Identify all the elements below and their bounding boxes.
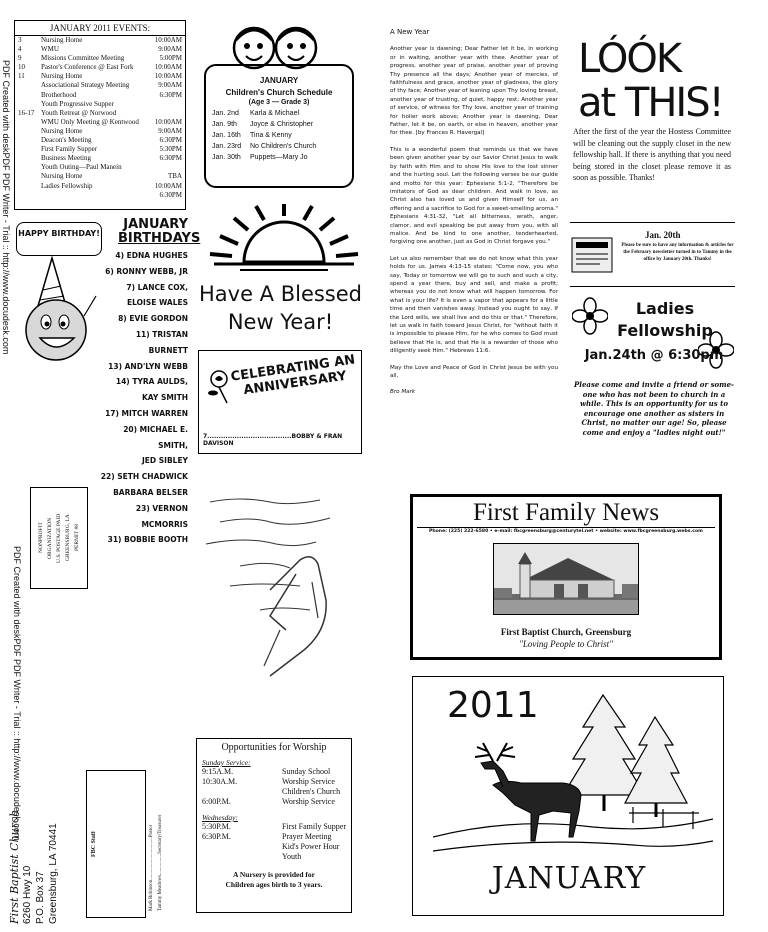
worship-row — [197, 852, 351, 862]
event-name: Business Meeting — [41, 154, 91, 163]
event-time: 10:00AM — [154, 36, 182, 44]
event-time: 6:30PM — [159, 190, 182, 199]
event-row — [15, 63, 185, 72]
event-name: First Family Supper — [41, 145, 98, 154]
event-row — [15, 127, 185, 136]
event-row — [15, 91, 185, 100]
birthday-entry: 6) RONNY WEBB, JR — [105, 266, 188, 276]
event-row — [15, 172, 185, 181]
event-row — [15, 81, 185, 90]
worship-row — [197, 787, 351, 797]
event-day — [15, 136, 41, 145]
event-time: 10:00AM — [154, 63, 182, 72]
nursery-note-2: Children ages birth to 3 years. — [225, 880, 323, 889]
kids-date: Jan. 2nd — [212, 110, 239, 117]
event-time: 10:00AM — [154, 181, 182, 190]
birthday-entry: 7) LANCE COX, — [126, 282, 188, 292]
staff-entry: Tammy Meadows.................Secretary/Treasurer — [158, 814, 163, 911]
card-year: 2011 — [447, 685, 539, 726]
article-paragraph-3: Let us also remember that we do not know what this year holds for us. James 4:13-15 states; "Come now, you who say, Today or tomorrow we will go to such and such a city, spend a year there, buy and sell, and make a profit; whereas you do not know what will happen tomorrow. For what is your life? It is even a vapor that appears for a little time and then vanishes away. Instead you ought to say, If the Lord wills, we shall live and do this or that." Therefore, let us walk in faith toward Jesus Christ, for "without faith it is impossible to please Him, for he who comes to God must believe that He is, and that He is a rewarder of those who diligently seek Him." Hebrews 11:6. — [390, 255, 558, 355]
worship-time: 6:30P.M. — [202, 832, 231, 841]
event-row — [15, 54, 185, 63]
event-name: Brotherhood — [41, 90, 77, 99]
look-heading-2: at THIS! — [578, 80, 723, 126]
event-day — [15, 154, 41, 163]
article-paragraph-2: This is a wonderful poem that reminds us that we have been given another year by our Savior Christ Jesus to walk by faith with Him and to show His love to the lost sinner and the hurting soul. Let the following verses be our guide and motto for this year: Ephesians 5:1-2, "Therefore be imitators of God as dear children. And walk in love, as Christ also has loved us and given Himself for us, an offering and a sacrifice to God for a sweet-smelling aroma." Ephesians 4:31-32, "Let all bitterness, wrath, anger, clamor, and evil speaking be put away from you, with all malice. And be kind to one another, tenderhearted, forgiving one another, just as God in Christ forgave you." — [390, 146, 558, 246]
birthdays-title-1: JANUARY — [123, 217, 188, 232]
deadline-date: Jan. 20th — [645, 230, 681, 240]
event-day — [15, 145, 41, 154]
event-row — [15, 136, 185, 145]
newsletter-title: First Family News — [472, 499, 660, 526]
kids-schedule-row — [206, 132, 352, 139]
church-motto: "Loving People to Christ" — [519, 639, 613, 649]
sunrise-icon — [204, 200, 364, 276]
church-name: First Baptist Church, Greensburg — [500, 627, 632, 637]
events-list — [15, 36, 185, 200]
deadline-text: Please be sure to have any information & articles for the February newsletter turned in to Tammy in the office by January 20th. Thanks! — [621, 243, 734, 262]
event-day — [15, 182, 41, 191]
event-name: Youth Progressive Supper — [41, 99, 114, 108]
event-time: 6:30PM — [159, 154, 182, 163]
worship-time: 9:15A.M. — [202, 767, 234, 776]
kids-ages: (Age 3 — Grade 3) — [248, 99, 310, 106]
party-hat — [38, 258, 66, 306]
event-time: 9:00AM — [158, 126, 182, 135]
event-name: Ladies Fellowship — [41, 181, 93, 190]
event-time — [141, 109, 185, 118]
event-row — [15, 154, 185, 163]
event-row — [15, 145, 185, 154]
ladies-fellowship-title — [600, 298, 730, 342]
sunday-heading: Sunday Service: — [202, 758, 251, 767]
event-time: 5:00PM — [159, 54, 182, 63]
event-day: 9 — [18, 54, 22, 63]
worship-time: 5:30P.M. — [202, 822, 231, 831]
event-row — [15, 100, 185, 109]
event-name: Nursing Home — [41, 36, 83, 44]
kids-names: Karla & Michael — [250, 110, 300, 117]
worship-row — [197, 822, 351, 832]
divider — [570, 286, 735, 287]
return-line: P.O. Box 37 — [35, 871, 46, 924]
blessed-line-1: Have A Blessed — [198, 282, 363, 306]
blessed-line-2: New Year! — [227, 310, 334, 334]
wednesday-list — [197, 822, 351, 862]
birthday-entry: ELOISE WALES — [127, 298, 188, 308]
newsletter-deadline-icon — [570, 236, 616, 276]
birthday-entry: 17) MITCH WARREN — [105, 408, 188, 418]
event-row — [15, 36, 185, 45]
event-time: 9:00AM — [158, 45, 182, 54]
event-day — [15, 163, 41, 172]
event-day: 16-17 — [18, 108, 35, 117]
event-name: Youth Retreat @ Norwood — [41, 108, 117, 117]
event-row — [15, 72, 185, 81]
worship-time: 10:30A.M. — [202, 777, 238, 786]
birthday-entry: 20) MICHAEL E. SMITH, — [123, 424, 188, 450]
nursery-note-1: A Nursery is provided for — [233, 870, 315, 879]
return-line: 6260 Hwy 10 — [22, 865, 33, 924]
event-day — [15, 127, 41, 136]
events-title: JANUARY 2011 EVENTS: — [15, 21, 185, 36]
kids-schedule-list — [206, 110, 352, 161]
first-family-news-masthead — [410, 494, 722, 660]
event-row — [15, 118, 185, 127]
watermark-top: PDF Created with deskPDF PDF Writer - Trial :: http://www.docudesk.com — [1, 60, 11, 355]
birthday-entry: 4) EDNA HUGHES — [115, 251, 188, 260]
worship-activity: First Family Supper — [282, 822, 347, 831]
event-time: 10:00AM — [154, 72, 182, 81]
worship-row — [197, 797, 351, 807]
kids-names: Puppets—Mary Jo — [250, 154, 308, 161]
newsletter-deadline — [570, 230, 735, 286]
worship-row — [197, 842, 351, 852]
look-text: After the first of the year the Hostess Committee will be cleaning out the supply closet in the new fellowship hall. If there is anything that you need being stored in the closet please remove it as soon as possible. Thanks! — [573, 127, 731, 183]
birthday-entry: KAY SMITH — [142, 393, 188, 403]
permit-line: U.S. POSTAGE PAID — [56, 513, 62, 563]
event-day: 3 — [18, 36, 22, 44]
event-name: Missions Committee Meeting — [41, 54, 125, 63]
staff-title: FBC Staff — [91, 831, 97, 857]
event-name: WMU Only Meeting @ Kentwood — [41, 117, 139, 126]
birthdays-list — [96, 248, 188, 548]
birthday-entry: 8) EVIE GORDON — [118, 314, 188, 324]
event-name: Nursing Home — [41, 126, 83, 135]
kids-names: Joyce & Christopher — [250, 121, 314, 128]
event-day: 4 — [18, 45, 22, 54]
permit-line: ORGANIZATION — [47, 517, 53, 559]
worship-activity: Children's Church — [282, 787, 341, 796]
event-row — [15, 45, 185, 54]
event-name: Deacon's Meeting — [41, 136, 92, 145]
birthday-entry: 23) VERNON MCMORRIS — [135, 503, 188, 529]
birthday-entry: BARBARA BELSER — [113, 487, 188, 497]
kids-schedule-row — [206, 154, 352, 161]
anniversary-entry: 7.....................................BOBBY & FRAN DAVISON — [203, 433, 343, 447]
event-name: Nursing Home — [41, 72, 83, 81]
kids-date: Jan. 30th — [212, 154, 241, 161]
return-address — [8, 796, 60, 924]
return-line: Greensburg, LA 70441 — [48, 823, 59, 924]
ladies-title-2: Fellowship — [617, 321, 713, 340]
event-name: Nursing Home — [41, 172, 83, 181]
worship-schedule — [196, 738, 352, 913]
look-heading-1: LÓÓK — [578, 36, 681, 82]
event-name: Youth Outing—Paul Manein — [41, 163, 122, 172]
worship-row — [197, 767, 351, 777]
church-photo — [493, 543, 639, 615]
event-time — [141, 163, 185, 172]
kids-names: No Children's Church — [250, 143, 317, 150]
event-row — [15, 109, 185, 118]
event-time: 6:30PM — [159, 136, 182, 145]
event-name — [41, 191, 141, 200]
article-signature: Bro Mark — [390, 389, 416, 396]
staff-box — [86, 770, 163, 918]
contact-line: Phone: (225) 222-6580 • e-mail: fbcgreensburg@centurytel.net • website: www.fbcgreensburg.webs.com — [429, 529, 703, 534]
worship-activity: Worship Service — [282, 797, 335, 806]
ladies-title-1: Ladies — [635, 299, 695, 318]
worship-time — [202, 852, 282, 862]
praying-hands-illustration — [200, 490, 360, 680]
event-day — [15, 118, 41, 127]
event-time: 9:00AM — [158, 81, 182, 90]
new-year-article — [390, 28, 558, 405]
kids-title: JANUARY — [259, 76, 299, 85]
worship-time — [202, 842, 282, 852]
article-paragraph-4: May the Love and Peace of God in Christ Jesus be with you all, — [390, 364, 558, 380]
worship-activity: Kid's Power Hour — [282, 842, 340, 851]
wednesday-heading: Wednesday: — [202, 813, 238, 822]
worship-activity: Prayer Meeting — [282, 832, 332, 841]
watermark-bottom: PDF Created with deskPDF PDF Writer - Trial :: http://www.docudesk.com — [12, 546, 22, 841]
worship-activity: Sunday School — [282, 767, 331, 776]
ladies-text: Please come and invite a friend or some-one who has not been to church in a while. This is an opportunity for us to encourage one another as sisters in Christ, no matter our age! So, please come and enjoy a "ladies night out!" — [574, 380, 734, 437]
event-day — [15, 191, 41, 200]
event-day: 10 — [18, 63, 25, 72]
postage-permit-box — [30, 487, 88, 589]
card-month: JANUARY — [491, 861, 647, 896]
birthday-entry: 22) SETH CHADWICK — [100, 472, 188, 482]
event-time — [141, 100, 185, 109]
staff-entry: Mark Robinson..................................Pastor — [149, 824, 154, 911]
divider — [570, 222, 735, 223]
event-row — [15, 182, 185, 191]
kids-date: Jan. 23rd — [212, 143, 242, 150]
event-day — [15, 100, 41, 109]
events-box — [14, 20, 186, 210]
permit-line: GREENSBURG, LA — [65, 514, 71, 562]
event-day — [15, 172, 41, 181]
anniversary-box — [198, 350, 362, 454]
birthday-entry: 14) TYRA AULDS, — [115, 377, 188, 387]
birthday-entry: 11) TRISTAN BURNETT — [135, 329, 188, 355]
article-title: A New Year — [390, 28, 430, 36]
event-row — [15, 191, 185, 200]
anniversary-title: CELEBRATING AN ANNIVERSARY — [229, 352, 357, 399]
event-name: WMU — [41, 45, 59, 54]
blessed-new-year — [198, 280, 363, 336]
birthdays-title — [118, 217, 201, 246]
permit-line: NONPROFIT — [38, 522, 44, 554]
worship-time: 6:00P.M. — [202, 797, 231, 806]
event-time: 10:00AM — [154, 117, 182, 126]
happy-birthday-bubble: HAPPY BIRTHDAY! — [16, 222, 102, 256]
event-time: 5:30PM — [159, 145, 182, 154]
event-name: Pastor's Conference @ East Fork — [41, 63, 134, 72]
kids-schedule-row — [206, 143, 352, 150]
staff-text — [87, 771, 163, 917]
kids-date: Jan. 16th — [212, 132, 241, 139]
article-paragraph-1: Another year is dawning; Dear Father let it be, in working or in waiting, another year with thee. Another year of progress, another year of praise, another year of proving Thy presence all the days; Another year of mercies, of faithfulness and grace, another year of gladness, the glory of thy face; Another year of leaning upon Thy loving breast, another year of trusting, of quiet, happy rest; Another year of service, of witness for Thy love, another year of training for holier work above; Another year is dawning, Dear Father, let it be, on earth, or else in heaven, another year for thee. [by Frances R. Havergal] — [390, 46, 558, 137]
event-day: 11 — [18, 72, 25, 81]
birthday-face-illustration — [18, 256, 98, 366]
sunday-list — [197, 767, 351, 807]
worship-activity: Worship Service — [282, 777, 335, 786]
kids-schedule-row — [206, 110, 352, 117]
winter-deer-illustration — [433, 687, 713, 863]
january-2011-card — [412, 676, 724, 916]
event-time: 6:30PM — [159, 90, 182, 99]
kids-schedule-row — [206, 121, 352, 128]
event-time: TBA — [168, 172, 182, 181]
return-name: First Baptist Church — [8, 809, 21, 924]
event-row — [15, 163, 185, 172]
birthday-entry: 31) BOBBIE BOOTH — [107, 535, 188, 545]
permit-text — [37, 492, 82, 584]
birthday-entry: 13) AND'LYN WEBB — [108, 361, 188, 371]
permit-line: PERMIT #8 — [74, 524, 80, 552]
worship-time — [202, 787, 282, 797]
kids-date: Jan. 9th — [212, 121, 237, 128]
event-day — [15, 91, 41, 100]
kids-subtitle: Children's Church Schedule — [225, 88, 333, 97]
event-day — [15, 81, 41, 90]
masthead-rule — [417, 527, 715, 528]
worship-activity: Youth — [282, 852, 302, 861]
worship-row — [197, 777, 351, 787]
birthdays-title-2: BIRTHDAYS — [118, 231, 201, 246]
childrens-church-schedule — [204, 64, 354, 188]
kids-names: Tina & Kenny — [250, 132, 292, 139]
kids-faces-illustration — [220, 22, 330, 70]
smiley-face — [26, 300, 86, 360]
nursery-note — [197, 870, 351, 890]
event-name: Associational Strategy Meeting — [41, 81, 130, 90]
worship-title: Opportunities for Worship — [221, 742, 327, 753]
worship-row — [197, 832, 351, 842]
birthday-entry: JED SIBLEY — [142, 456, 188, 466]
ladies-date: Jan.24th @ 6:30pm — [584, 348, 724, 363]
church-building-image — [494, 544, 639, 615]
